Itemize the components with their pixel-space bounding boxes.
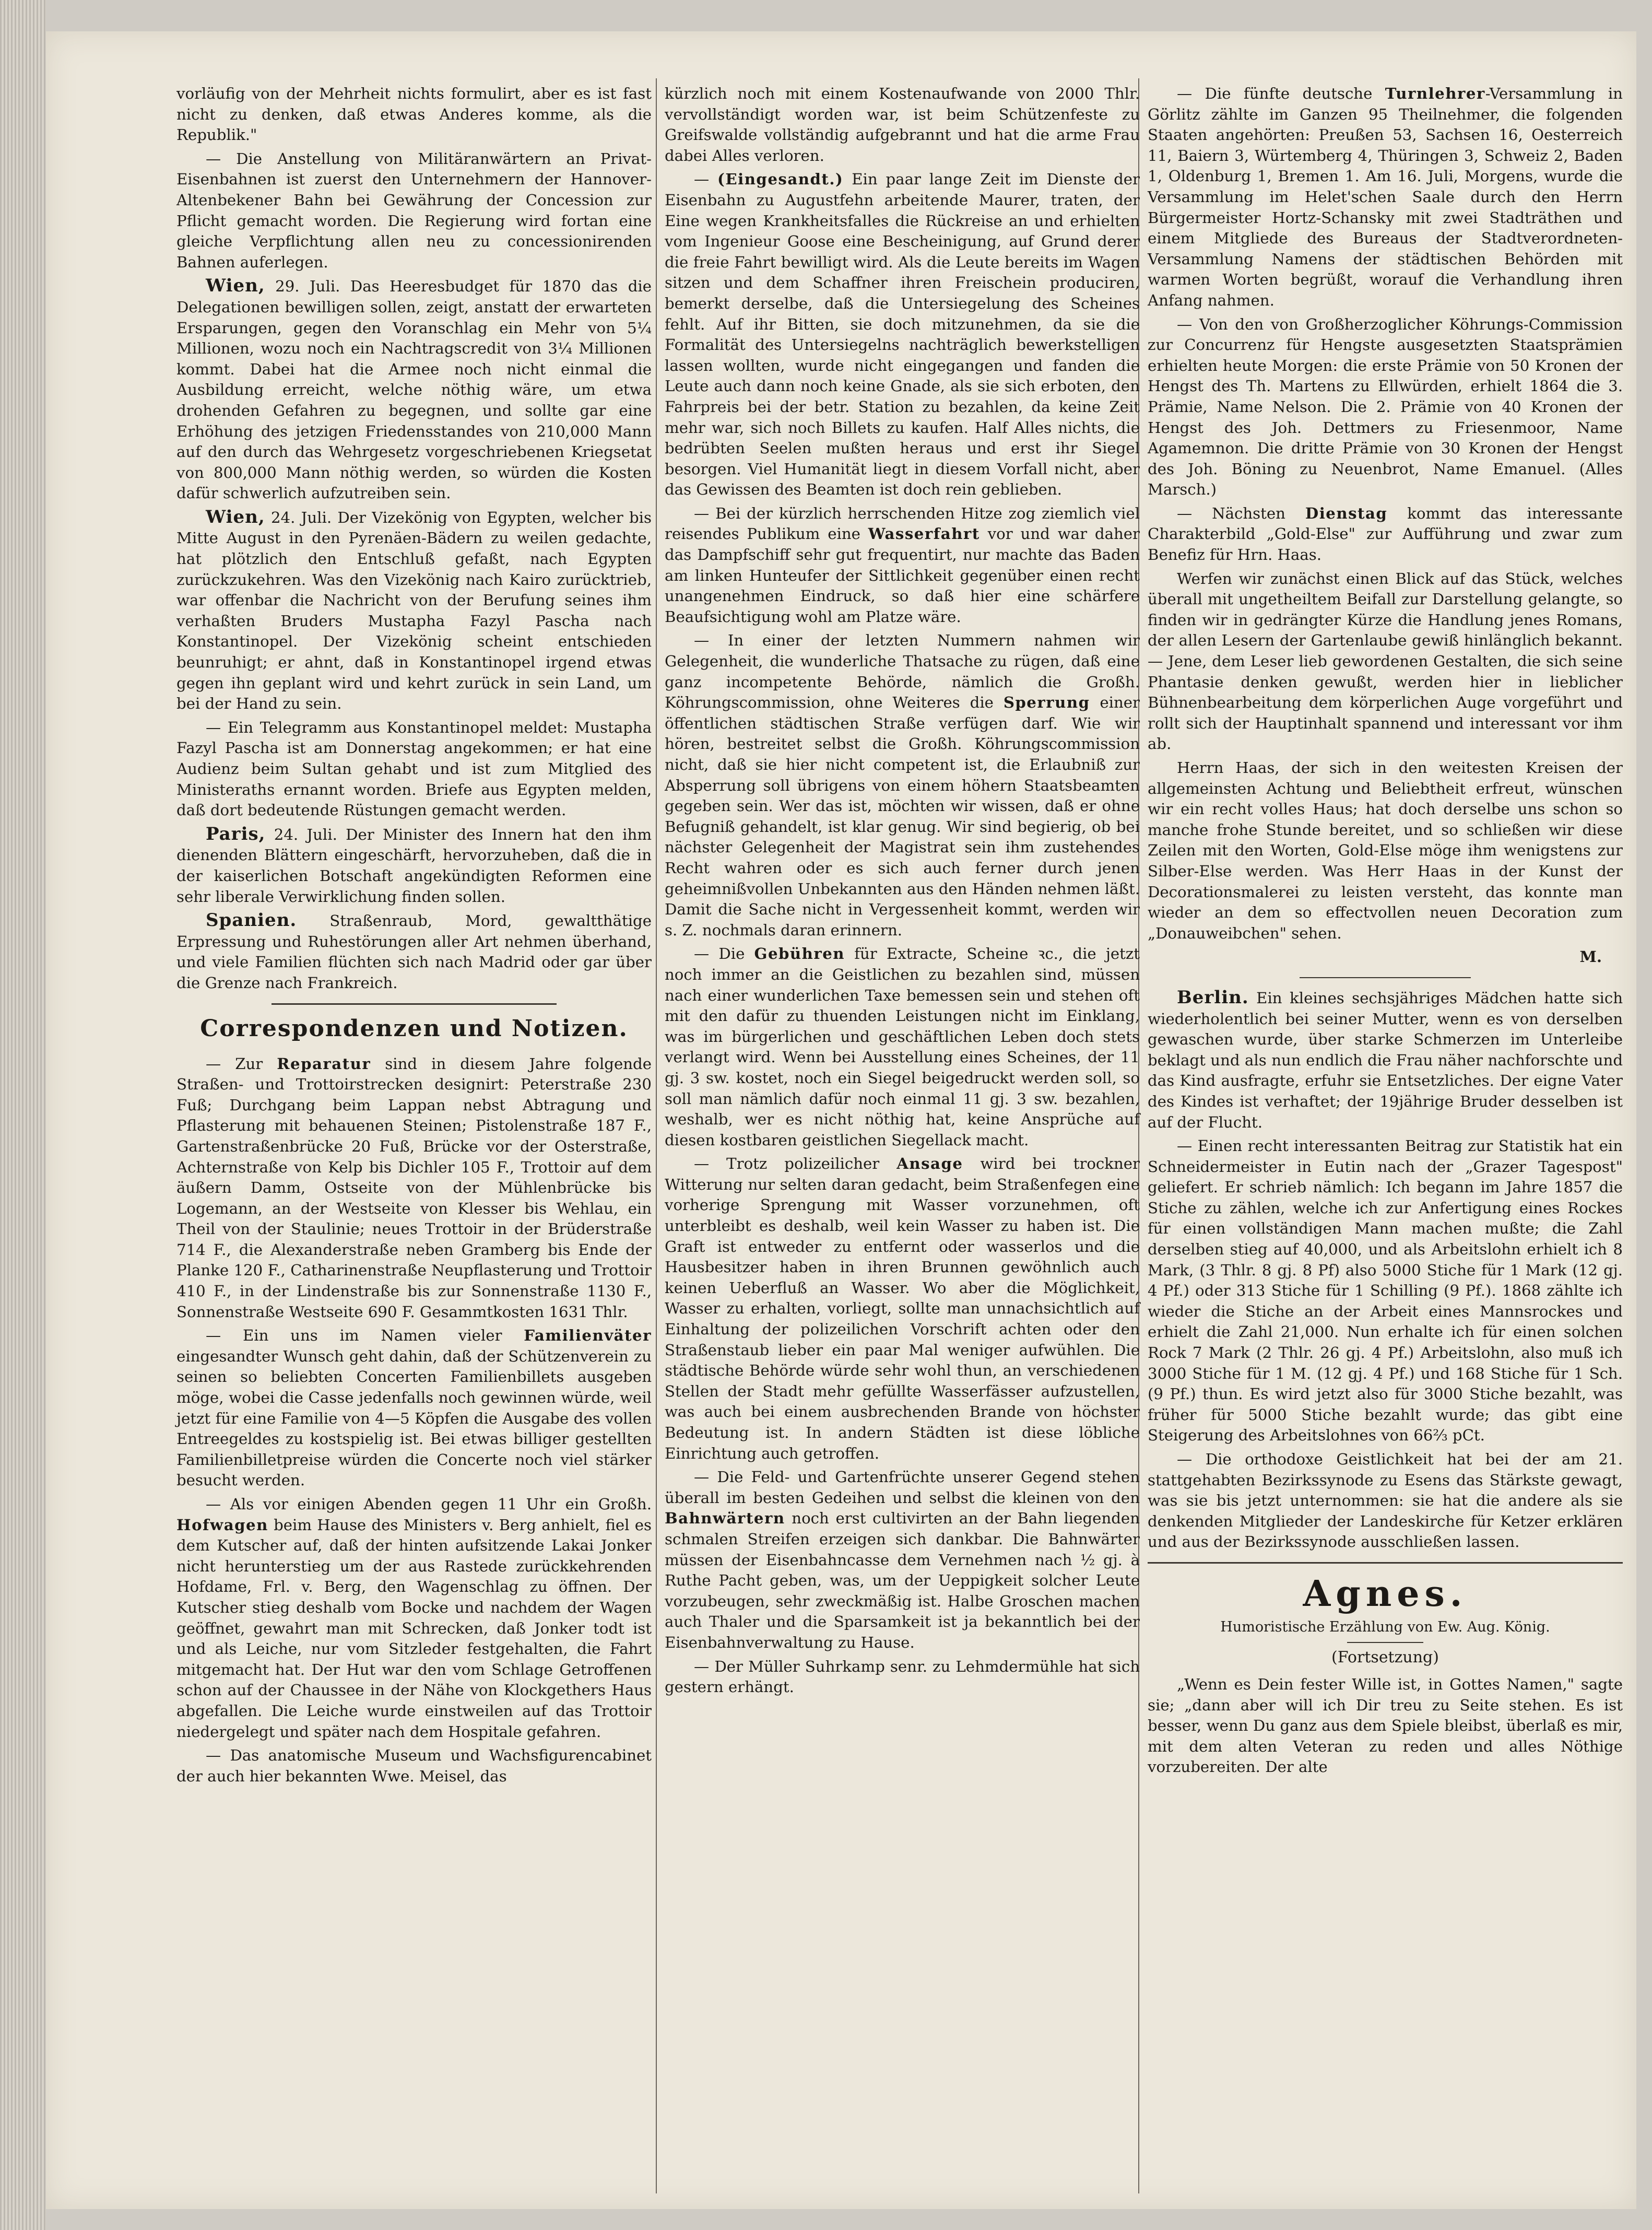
article-text: 29. Juli. Das Heeresbudget für 1870 das die Delegationen bewilligen sollen, zeigt, anstatt der erwarteten Ersparungen, gegen den Voranschlag ein Mehr von 5¼ Millionen, wozu noch ein Nachtragscredit von 3¼ Millionen kommt. Dabei hat die Armee noch nicht einmal die Ausbildung erreicht, welche nöthig wäre, um etwa drohenden Gefahren zu begegnen, und sollte gar eine Erhöhung des jetzigen Friedensstandes von 210,000 Mann auf den durch das Wehrgesetz vorgeschriebenen Kriegsetat von 800,000 Mann nöthig werden, so würden die Kosten dafür schwerlich aufzutreiben sein. [176,277,652,502]
dateline: Wien, [206,275,265,297]
story-paragraph: „Wenn es Dein fester Wille ist, in Gottes Namen," sagte sie; „dann aber will ich Dir treu zu Seite stehen. Es ist besser, wenn Du ganz aus dem Spiele bleibst, überlaß es mir, mit dem alten Veteran zu reden und alles Nöthige vorzubereiten. Der alte [1148,1675,1623,1776]
article-paragraph: Herrn Haas, der sich in den weitesten Kreisen der allgemeinsten Achtung und Beliebtheit erfreut, wünschen wir ein recht volles Haus; hat doch derselbe uns schon so manche frohe Stunde bereitet, und so schließen wir diese Zeilen mit den Worten, Gold-Else möge ihm wenigstens zur Silber-Else werden. Was Herr Haas in der Kunst der Decorationsmalerei zu leisten versteht, das konnte man wieder an dem so effectvollen neuen Decoration zum „Donauweibchen" sehen. [1148,759,1623,942]
article-paragraph: — Das anatomische Museum und Wachsfigurencabinet der auch hier bekannten Wwe. Meisel, das [176,1746,652,1785]
story-continuation-label: (Fortsetzung) [1331,1648,1439,1666]
article-text: — Die fünfte deutsche [1177,85,1373,102]
article-text: — In einer der letzten Nummern nahmen wir Gelegenheit, die wunderliche Thatsache zu rügen, daß eine ganz incompetente Behörde, nämlich die Großh. Köhrungscommission, ohne Weiteres die [665,631,1140,712]
article-continuation: kürzlich noch mit einem Kostenaufwande von 2000 Thlr. vervollständigt worden war, ist beim Schützenfeste zu Greifswalde vollständig aufgebrannt und hat die arme Frau dabei Alles verloren. [665,85,1140,165]
column-right [1148,84,1623,1781]
article-turnlehrer [1148,84,1623,311]
article-text: — Ein uns im Namen vieler [206,1327,502,1345]
article-text: — Als vor einigen Abenden gegen 11 Uhr ein Großh. [206,1495,652,1513]
dateline: Berlin. [1177,987,1249,1008]
keyword: Turnlehrer [1385,85,1485,102]
column-left [176,84,652,1790]
article-text: noch erst cultivirten an der Bahn liegenden schmalen Streifen erzeigen sich dankbar. Die Bahnwärter müssen der Eisenbahncasse dem Vernehmen nach ½ gj. à Ruthe Pacht geben, was, um der Ueppigkeit solcher Leute vorzubeugen, sehr zweckmäßig ist. Halbe Groschen machen auch Thaler und die Sparsamkeit ist ja bekanntlich bei der Eisenbahnverwaltung zu Hause. [665,1509,1140,1651]
keyword: Gebühren [754,945,845,963]
article-spanien [176,910,652,993]
keyword: Bahnwärtern [665,1509,785,1528]
article-text: Ein kleines sechsjähriges Mädchen hatte sich wiederholentlich bei seiner Mutter, wenn es von derselben gewaschen wurde, über starke Schmerzen im Unterleibe beklagt und als nun endlich die Frau näher nachforschte und das Kind ausfragte, erfuhr sie Entsetzliches. Der eigne Vater des Kindes ist verhaftet; der 19jährige Bruder desselben ist auf der Flucht. [1148,989,1623,1131]
keyword: Wasserfahrt [868,525,980,543]
article-hofwagen [176,1494,652,1742]
section-divider [272,1003,557,1005]
story-divider [1347,1642,1423,1643]
story-subtitle: Humoristische Erzählung von Ew. Aug. König. [1220,1618,1550,1635]
article-berlin [1148,988,1623,1133]
article-text: wird bei trockner Witterung nur selten daran gedacht, beim Straßenfegen eine vorherige Sprengung mit Wasser vorzunehmen, oft unterbleibt es deshalb, weil kein Wasser zu haben ist. Die Graft ist entweder zu entfernt oder wasserlos und die Hausbesitzer haben in ihren Brunnen gewöhnlich auch keinen Ueberfluß an Wasser. Wo aber die Möglichkeit, Wasser zu erhalten, vorliegt, sollte man unnachsichtlich auf Einhaltung der polizeilichen Vorschrift achten oder den Straßenstaub lieber ein paar Mal weniger aufwühlen. Die städtische Behörde würde sehr wohl thun, an verschiedenen Stellen der Stadt mehr gefüllte Wasserfässer aufzustellen, was auch bei einem ausbrechenden Brande von höchster Bedeutung ist. In andern Städten ist diese löbliche Einrichtung auch getroffen. [665,1155,1140,1462]
article-sperrung [665,630,1140,941]
story-title: Agnes. [1303,1572,1468,1615]
article-paragraph: — Die Anstellung von Militäranwärtern an Privat-Eisenbahnen ist zuerst den Unternehmern der Hannover-Altenbekener Bahn bei Gewährung der Concession zur Pflicht gemacht worden. Die Regierung wird fortan eine gleiche Verpflichtung allen neu zu concessionirenden Bahnen auferlegen. [176,149,652,271]
article-statistik: — Einen recht interessanten Beitrag zur Statistik hat ein Schneidermeister in Eutin nach der „Grazer Tagespost" geliefert. Er schrieb nämlich: Ich begann im Jahre 1857 die Stiche zu zählen, welche ich zur Anfertigung eines Rockes für einen vollständigen Mann machen mußte; die Zahl derselben stieg auf 40,000, und als Arbeitslohn erhielt ich 8 Mark, (3 Thlr. 8 gj. 8 Pf) also 5000 Stiche für 1 Mark (12 gj. 4 Pf.) oder 313 Stiche für 1 Schilling (9 Pf.). 1868 zählte ich wieder die Stiche an der Arbeit eines Mannsrockes und erhielt die Zahl 21,000. Nun erhalte ich für einen solchen Rock 7 Mark (2 Thlr. 26 gj. 4 Pf.) Arbeitslohn, also muß ich 3000 Stiche für 1 M. (12 gj. 4 Pf.) und 168 Stiche für 1 Sch. (9 Pf.) thun. Es wird jetzt also für 3000 Stiche bezahlt, was früher für 5000 Stiche bezahlt wurde; das gibt eine Steigerung des Arbeitslohnes von 66⅔ pCt. [1148,1137,1623,1445]
article-text: — Nächsten [1177,504,1285,522]
section-title: Correspondenzen und Notizen. [200,1015,628,1042]
article-text: für Extracte, Scheine ꝛc., die jetzt noch immer an die Geistlichen zu bezahlen sind, müssen nach einer wunderlichen Taxe bemessen sein und stehen oft mit den dafür zu thuenden Leistungen nicht im Einklang, was im bürgerlichen und geschäftlichen Leben doch stets verlangt wird. Wenn bei Ausstellung eines Scheines, der 11 gj. 3 sw. kostet, noch ein Siegel beigedruckt werden soll, so soll man nämlich dafür noch einmal 11 gj. 3 sw. bezahlen, weshalb, wer es nicht nöthig hat, keine Ansprüche auf diesen kostbaren geistlichen Siegellack macht. [665,945,1140,1149]
keyword: Sperrung [1003,694,1090,712]
article-text: Straßenraub, Mord, gewaltthätige Erpressung und Ruhestörungen aller Art nehmen überhand, und viele Familien flüchten sich nach Madrid oder gar über die Grenze nach Frankreich. [176,912,652,992]
article-orthodoxe: — Die orthodoxe Geistlichkeit hat bei der am 21. stattgehabten Bezirkssynode zu Esens das Stärkste gewagt, was sie bis jetzt unternommen: sie hat die andere als sie denkenden Mitglieder der Landeskirche für Ketzer erklären und aus der Bezirkssynode ausschließen lassen. [1148,1450,1623,1551]
section-divider [1148,1562,1623,1564]
column-rule [656,78,657,2193]
article-paragraph: Werfen wir zunächst einen Blick auf das Stück, welches überall mit ungetheiltem Beifall zur Darstellung gelangte, so finden wir in gedrängter Kürze die Handlung jenes Romans, der allen Lesern der Gartenlaube gewiß hinlänglich bekannt. — Jene, dem Leser lieb gewordenen Gestalten, die sich seine Phantasie denken gewußt, werden hier in lieblicher Bühnenbearbeitung dem körperlichen Auge vorgeführt und rollt sich der Hauptinhalt spannend und interessant vor ihm ab. [1148,569,1623,753]
article-familienvaeter [176,1325,652,1491]
article-paragraph: — Der Müller Suhrkamp senr. zu Lehmdermühle hat sich gestern erhängt. [665,1657,1140,1696]
article-text: — Die Feld- und Gartenfrüchte unserer Gegend stehen überall im besten Gedeihen und selbst die kleinen von den [665,1468,1140,1507]
article-text: beim Hause des Ministers v. Berg anhielt, fiel es dem Kutscher auf, daß der hinten aufsitzende Lakai Jonker nicht herunterstieg um der aus Rastede zurückkehrenden Hofdame, Frl. v. Berg, den Wagenschlag zu öffnen. Der Kutscher stieg deshalb vom Bocke und nachdem der Wagen geöffnet, gewahrt man mit Schrecken, daß Jonker todt ist und als Leiche, nur vom Sitzleder festgehalten, die Fahrt mitgemacht hat. Der Hut war den vom Schlage Getroffenen schon auf der Chaussee in der Nähe von Klockgethers Haus abgefallen. Die Leiche wurde einstweilen auf das Trottoir niedergelegt und später nach dem Hospitale gefahren. [176,1516,652,1741]
keyword: Dienstag [1305,504,1388,522]
article-wien-egypt [176,507,652,714]
article-bahnwaerter [665,1467,1140,1653]
article-reparatur [176,1054,652,1323]
keyword: Reparatur [277,1054,371,1073]
keyword: Hofwagen [176,1516,268,1534]
article-wien-budget [176,276,652,504]
article-text: Ein paar lange Zeit im Dienste der Eisenbahn zu Augustfehn arbeitende Maurer, traten, der Eine wegen Krankheitsfalles die Rückreise an und erhielten vom Ingenieur Goose eine Bescheinigung, auf Grund derer die freie Fahrt bewilligt wird. Als die Leute bereits im Wagen sitzen und dem Schaffner ihren Freischein produciren, bemerkt derselbe, daß die Untersiegelung des Scheines fehlt. Auf ihr Bitten, sie doch mitzunehmen, da sie die Formalität des Untersiegelns nachträglich bewerkstelligen lassen wollten, wurde nicht eingegangen und fanden die Leute auch dann noch keine Gnade, als sie sich erboten, den Fahrpreis bei der betr. Station zu bezahlen, da keine Zeit mehr war, sich noch Billets zu kaufen. Half Alles nichts, die bedrübten Seelen mußten heraus und erst ihr Siegel besorgen. Viel Humanität liegt in diesem Vorfall nicht, aber das Gewissen des Beamten ist doch rein geblieben. [665,170,1140,499]
page-edge [0,0,46,2230]
article-continuation: vorläufig von der Mehrheit nichts formulirt, aber es ist fast nicht zu denken, daß etwas Anderes komme, als die Republik." [176,85,652,144]
article-koehrung: — Von den von Großherzoglicher Köhrungs-Commission zur Concurrenz für Hengste ausgesetzten Staatsprämien erhielten heute Morgen: die erste Prämie von 50 Kronen der Hengst des Th. Martens zu Ellwürden, erhielt 1864 die 3. Prämie, Name Nelson. Die 2. Prämie von 40 Kronen der Hengst des Joh. Dettmers zu Friesenmoor, Name Agamemnon. Die dritte Prämie von 30 Kronen der Hengst des Joh. Böning zu Neuenbrot, Name Emanuel. (Alles Marsch.) [1148,315,1623,499]
article-eingesandt: — (Eingesandt.) Ein paar lange Zeit im Dienste der Eisenbahn zu Augustfehn arbeitende Maurer, traten, der Eine wegen Krankheitsfalles die Rückreise an und erhielten vom Ingenieur Goose eine Bescheinigung, auf Grund derer die freie Fahrt bewilligt wird. Als die Leute bereits im Wagen sitzen und dem Schaffner ihren Freischein produciren, bemerkt derselbe, daß die Untersiegelung des Scheines fehlt. Auf ihr Bitten, sie doch mitzunehmen, da sie die Formalität des Untersiegelns nachträglich bewerkstelligen lassen wollten, wurde nicht eingegangen und fanden die Leute auch dann noch keine Gnade, als sie sich erboten, den Fahrpreis bei der betr. Station zu bezahlen, da keine Zeit mehr war, sich noch Billets zu kaufen. Half Alles nichts, die bedrübten Seelen mußten heraus und erst ihr Siegel besorgen. Viel Humanität liegt in diesem Vorfall nicht, aber das Gewissen des Beamten ist doch rein geblieben. [665,170,1140,499]
article-text: -Versammlung in Görlitz zählte im Ganzen 95 Theilnehmer, die folgenden Staaten angehörten: Preußen 53, Sachsen 16, Oesterreich 11, Baiern 3, Würtemberg 4, Thüringen 3, Schweiz 2, Baden 1, Oldenburg 1, Bremen 1. Am 16. Juli, Morgens, wurde die Versammlung im Helet'schen Saale durch den Herrn Bürgermeister Hortz-Schansky mit zwei Stadträthen und einem Mitgliede des Bureaus der Stadtverordneten-Versammlung Namens der städtischen Behörden mit warmen Worten begrüßt, worauf die Verhandlung ihren Anfang nahmen. [1148,85,1623,309]
article-dienstag [1148,503,1623,566]
article-text: kommt das interessante Charakterbild „Gold-Else" zur Aufführung und zwar zum Benefiz für Hrn. Haas. [1148,504,1623,564]
dateline: Wien, [206,506,265,527]
article-gebuehren [665,944,1140,1151]
dateline: Paris, [206,823,266,844]
newspaper-page [46,31,1636,2209]
article-wasserfahrt [665,503,1140,628]
section-divider [1300,977,1471,978]
article-paragraph: — Ein Telegramm aus Konstantinopel meldet: Mustapha Fazyl Pascha ist am Donnerstag angekommen; er hat eine Audienz beim Sultan gehabt und ist zum Mitglied des Ministeraths ernannt worden. Briefe aus Egypten melden, daß dort bedeutende Rüstungen gemacht werden. [176,718,652,819]
article-text: — Bei der kürzlich herrschenden Hitze zog ziemlich viel reisendes Publikum eine [665,504,1140,543]
article-text: vor und war daher das Dampfschiff sehr gut frequentirt, nur machte das Baden am linken Hunteufer der Sittlichkeit gegenüber einen recht unangenehmen Eindruck, so daß hier eine schärfere Beaufsichtigung wohl am Platze wäre. [665,525,1140,626]
article-text: — Zur [206,1054,263,1073]
keyword: Ansage [896,1155,963,1173]
article-text: eingesandter Wunsch geht dahin, daß der Schützenverein zu seinen so beliebten Concerten Familienbillets ausgeben möge, wobei die Casse jedenfalls noch gewinnen würde, weil jetzt für eine Familie von 4—5 Köpfen die Ausgabe des vollen Entreegeldes zu kostspielig ist. Bei etwas billiger gestellten Familienbilletpreise würden die Concerte noch viel stärker besucht werden. [176,1347,652,1489]
column-middle [665,84,1140,1701]
article-text: einer öffentlichen städtischen Straße verfügen darf. Wie wir hören, bestreitet selbst die Großh. Köhrungscommission nicht, daß sie hier nicht competent ist, die Erlaubniß zur Absperrung soll übrigens von einem höhern Staatsbeamten gegeben sein. Wer das ist, möchten wir wissen, daß er ohne Befugniß gehandelt, ist klar genug. Wir sind begierig, ob bei nächster Gelegenheit der Magistrat sein ihm zustehendes Recht wahren oder es sich auch ferner durch jenen geheimnißvollen Unbekannten aus den Händen nehmen läßt. Damit die Sache nicht in Vergessenheit kommt, werden wir s. Z. nochmals daran erinnern. [665,694,1140,939]
author-signature: M. [1579,948,1602,966]
article-text: sind in diesem Jahre folgende Straßen- und Trottoirstrecken designirt: Peterstraße 230 Fuß; Durchgang beim Lappan nebst Abtragung und Pflasterung mit behauenen Steinen; Pistolenstraße 187 F., Gartenstraßenbrücke 20 Fuß, Brücke vor der Osterstraße, Achternstraße von Kelp bis Dichler 105 F., Trottoir auf dem äußern Damm, Ostseite von der Mühlenbrücke bis Logemann, an der Westseite von Klesser bis Wehlau, ein Theil von der Staulinie; neues Trottoir in der Brüderstraße 714 F., die Alexanderstraße neben Gramberg bis Ende der Planke 120 F., Catharinenstraße Neupflasterung und Trottoir 410 F., in der Lindenstraße bis zur Sonnenstraße 1130 F., Sonnenstraße Westseite 690 F. Gesammtkosten 1631 Thlr. [176,1054,652,1321]
article-text: — Trotz polizeilicher [694,1155,880,1173]
article-text: — Die [694,945,745,963]
article-text: 24. Juli. Der Minister des Innern hat den ihm dienenden Blättern eingeschärft, hervorzuheben, daß die in der kaiserlichen Botschaft angekündigten Reformen eine sehr liberale Verwirklichung finden sollen. [176,825,652,906]
dateline: Spanien. [206,910,297,931]
article-paris [176,824,652,907]
keyword: (Eingesandt.) [717,170,844,189]
keyword: Familienväter [524,1327,652,1345]
article-text: 24. Juli. Der Vizekönig von Egypten, welcher bis Mitte August in den Pyrenäen-Bädern zu weilen gedachte, hat plötzlich den Entschluß gefaßt, nach Egypten zurückzukehren. Was den Vizekönig nach Kairo zurücktrieb, war offenbar die Nachricht von der Berufung seines ihm verhaßten Bruders Mustapha Fazyl Pascha nach Konstantinopel. Der Vizekönig scheint entschieden beunruhigt; er ahnt, daß in Konstantinopel irgend etwas gegen ihn geplant wird und kehrt zurück in sein Land, um bei der Hand zu sein. [176,508,652,713]
article-ansage [665,1154,1140,1464]
